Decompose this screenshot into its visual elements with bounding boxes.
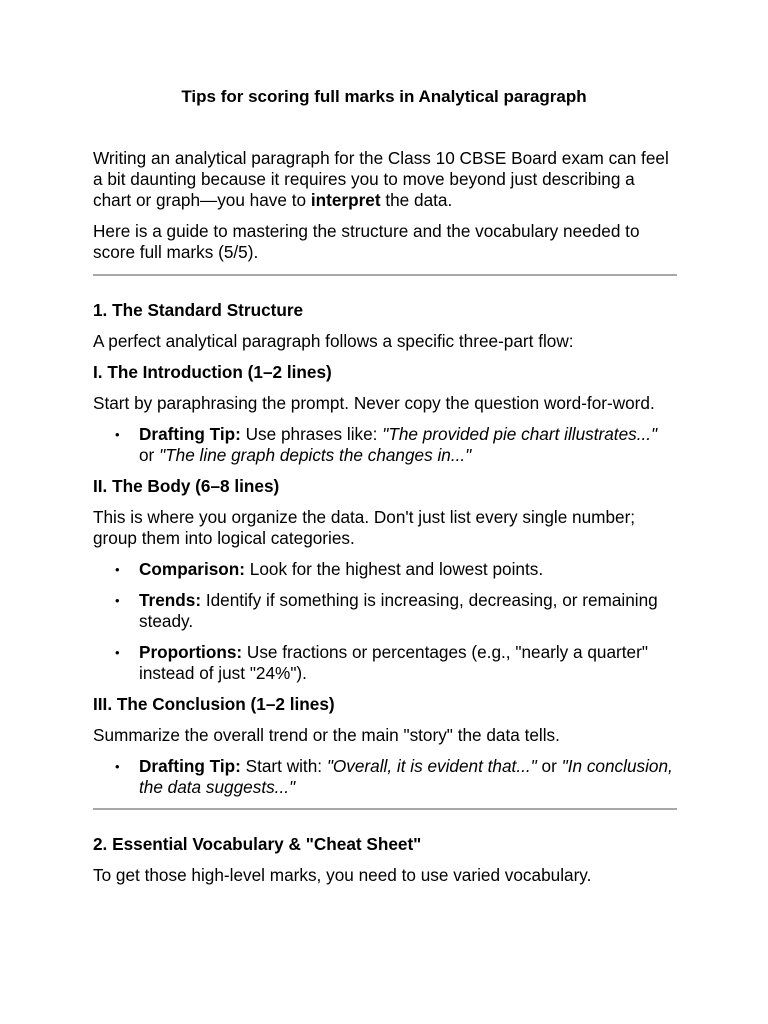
introduction-text: Start by paraphrasing the prompt. Never copy the question word-for-word.	[93, 393, 655, 413]
section-2-lead: To get those high-level marks, you need to use varied vocabulary.	[93, 865, 592, 885]
page-title: Tips for scoring full marks in Analytical paragraph	[181, 87, 587, 106]
conclusion-tip-list	[93, 756, 677, 798]
tip-connector: or	[536, 756, 562, 776]
list-item-text: Look for the highest and lowest points.	[245, 559, 544, 579]
tip-quote: "Overall, it is evident that..."	[326, 756, 537, 776]
list-item	[139, 424, 677, 466]
conclusion-heading: III. The Conclusion (1–2 lines)	[93, 694, 335, 714]
intro-paragraph-2: Here is a guide to mastering the structure and the vocabulary needed to score full marks (5/5).	[93, 221, 640, 262]
section-divider-1	[93, 274, 677, 276]
list-item-label: Trends:	[139, 590, 202, 610]
body-text: This is where you organize the data. Don't just list every single number; group them into logical categories.	[93, 507, 636, 548]
list-item-label: Comparison:	[139, 559, 245, 579]
section-1-heading: 1. The Standard Structure	[93, 300, 304, 320]
tip-text: Start with:	[240, 756, 327, 776]
section-1-lead: A perfect analytical paragraph follows a specific three-part flow:	[93, 331, 574, 351]
tip-quote: "The line graph depicts the changes in..."	[159, 445, 472, 465]
list-item-text: Identify if something is increasing, decreasing, or remaining steady.	[139, 590, 658, 631]
list-item	[139, 590, 677, 632]
list-item-label: Proportions:	[139, 642, 243, 662]
body-heading: II. The Body (6–8 lines)	[93, 476, 280, 496]
tip-quote: "The provided pie chart illustrates..."	[382, 424, 658, 444]
tip-connector: or	[139, 445, 160, 465]
tip-label: Drafting Tip:	[139, 424, 241, 444]
intro-text-a: Writing an analytical paragraph for the Class 10 CBSE Board exam can feel a bit daunting because it requires you to move beyond just describing a chart or graph—you have to	[93, 148, 669, 210]
list-item	[139, 642, 677, 684]
intro-emphasis: interpret	[310, 190, 381, 210]
intro-text-b: the data.	[380, 190, 453, 210]
introduction-tip-list	[93, 424, 677, 466]
introduction-heading: I. The Introduction (1–2 lines)	[93, 362, 332, 382]
list-item	[139, 756, 677, 798]
intro-paragraph-1	[93, 148, 677, 211]
document-content	[93, 148, 677, 896]
tip-text: Use phrases like:	[240, 424, 383, 444]
tip-label: Drafting Tip:	[139, 756, 241, 776]
list-item-text: Use fractions or percentages (e.g., "nearly a quarter" instead of just "24%").	[139, 642, 648, 683]
section-2-heading: 2. Essential Vocabulary & "Cheat Sheet"	[93, 834, 422, 854]
list-item	[139, 559, 677, 580]
tip-quote: "In conclusion, the data suggests..."	[139, 756, 673, 797]
section-divider-2	[93, 808, 677, 810]
body-list	[93, 559, 677, 684]
conclusion-text: Summarize the overall trend or the main "story" the data tells.	[93, 725, 560, 745]
